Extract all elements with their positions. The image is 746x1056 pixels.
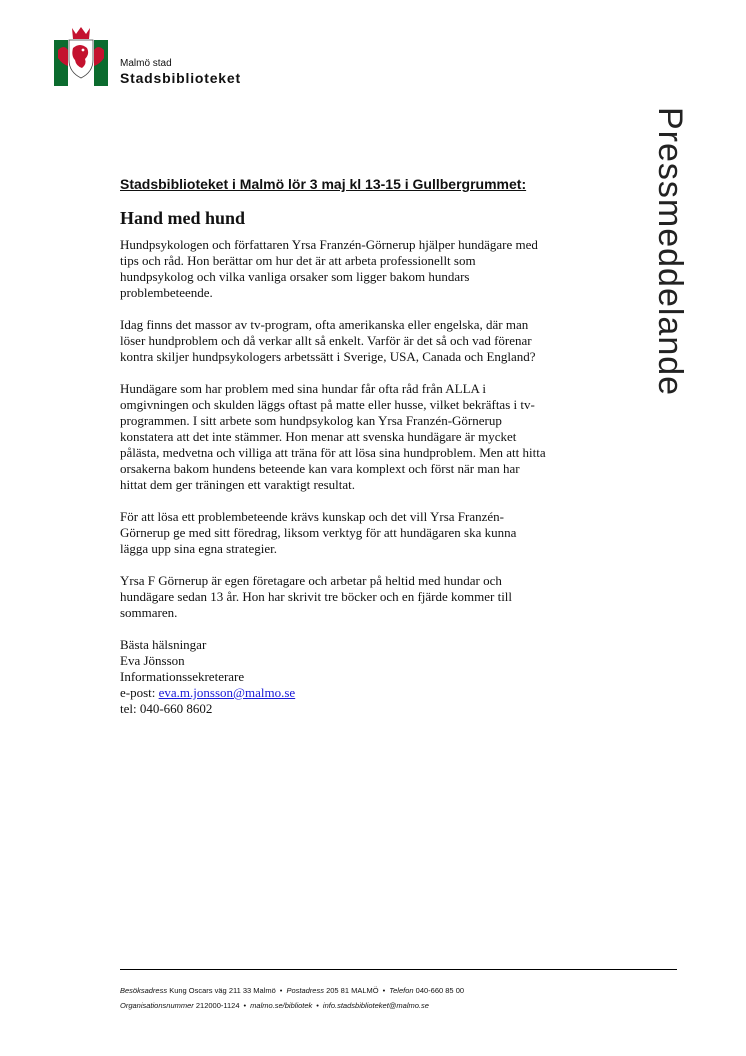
text-line: hundpsykolog och vilka vanliga orsaker som ligger bakom hundars [120, 269, 470, 284]
footer-row-address [120, 983, 680, 998]
paragraph [120, 237, 600, 301]
signature-phone: tel: 040-660 8602 [120, 701, 213, 716]
footer-org-label: Organisationsnummer [120, 1001, 194, 1010]
text-line: löser hundproblem och då verkar allt så enkelt. Varför är det så och vad förenar [120, 333, 532, 348]
footer-postal-label: Postadress [286, 986, 324, 995]
footer-postal-value: 205 81 MALMÖ [326, 986, 379, 995]
paragraph [120, 573, 600, 621]
malmo-coat-of-arms-icon [54, 26, 108, 86]
paragraph [120, 381, 600, 493]
press-release-body [120, 176, 600, 717]
footer-row-org [120, 998, 680, 1013]
text-line: kontra skiljer hundpsykologers arbetssätt i Sverige, USA, Canada och England? [120, 349, 536, 364]
footer-divider [120, 969, 677, 970]
header-logo [54, 26, 274, 92]
footer-mail-link[interactable]: info.stadsbiblioteket@malmo.se [322, 1001, 429, 1010]
text-line: Idag finns det massor av tv-program, ofta amerikanska eller engelska, där man [120, 317, 529, 332]
article-title: Hand med hund [120, 208, 246, 228]
text-line: Görnerup ge med sitt föredrag, liksom verktyg för att hundägaren ska kunna [120, 525, 517, 540]
footer-phone-value: 040-660 85 00 [415, 986, 465, 995]
paragraph [120, 317, 600, 365]
footer-web-link[interactable]: malmo.se/bibliotek [250, 1001, 313, 1010]
footer-separator: • [279, 986, 283, 995]
footer-separator: • [243, 1001, 247, 1010]
text-line: tips och råd. Hon berättar om hur det är att arbeta professionellt som [120, 253, 476, 268]
text-line: orsakerna bakom hundens beteende kan vara komplext och först när man har [120, 461, 520, 476]
signature-name: Eva Jönsson [120, 653, 185, 668]
text-line: sommaren. [120, 605, 178, 620]
signature-greeting: Bästa hälsningar [120, 637, 207, 652]
text-line: hittat dem ger träningen ett varaktigt resultat. [120, 477, 356, 492]
email-link[interactable]: eva.m.jonsson@malmo.se [158, 685, 296, 700]
footer-visit-value: Kung Oscars väg 211 33 Malmö [169, 986, 276, 995]
footer-phone-label: Telefon [389, 986, 414, 995]
text-line: lägga upp sina egna strategier. [120, 541, 278, 556]
side-label-pressmeddelande: Pressmeddelande [651, 107, 689, 397]
paragraph [120, 509, 600, 557]
signature-email-line [120, 685, 600, 701]
footer-separator: • [382, 986, 386, 995]
signature-block [120, 637, 600, 717]
text-line: konstatera att det inte stämmer. Hon menar att svenska hundägare är mycket [120, 429, 517, 444]
text-line: programmen. I sitt arbete som hundpsykolog kan Yrsa Franzén-Görnerup [120, 413, 502, 428]
footer-org-value: 212000-1124 [195, 1001, 240, 1010]
event-headline: Stadsbiblioteket i Malmö lör 3 maj kl 13-15 i Gullbergrummet: [120, 176, 527, 192]
footer [120, 983, 680, 1013]
text-line: omgivningen och skulden läggs oftast på matte eller husse, vilket bekräftas i tv- [120, 397, 535, 412]
text-line: För att lösa ett problembeteende krävs kunskap och det vill Yrsa Franzén- [120, 509, 504, 524]
org-name: Stadsbiblioteket [120, 70, 241, 86]
email-label: e-post: [120, 685, 159, 700]
text-line: Yrsa F Görnerup är egen företagare och arbetar på heltid med hundar och [120, 573, 502, 588]
footer-separator: • [316, 1001, 319, 1010]
footer-visit-label: Besöksadress [120, 986, 168, 995]
signature-role: Informationssekreterare [120, 669, 245, 684]
org-city: Malmö stad [120, 58, 172, 69]
text-line: pålästa, medvetna och villiga att träna för att lösa sina hundproblem. Men att hitta [120, 445, 546, 460]
text-line: Hundpsykologen och författaren Yrsa Franzén-Görnerup hjälper hundägare med [120, 237, 538, 252]
text-line: Hundägare som har problem med sina hundar får ofta råd från ALLA i [120, 381, 487, 396]
text-line: hundägare sedan 13 år. Hon har skrivit tre böcker och en fjärde kommer till [120, 589, 513, 604]
text-line: problembeteende. [120, 285, 213, 300]
